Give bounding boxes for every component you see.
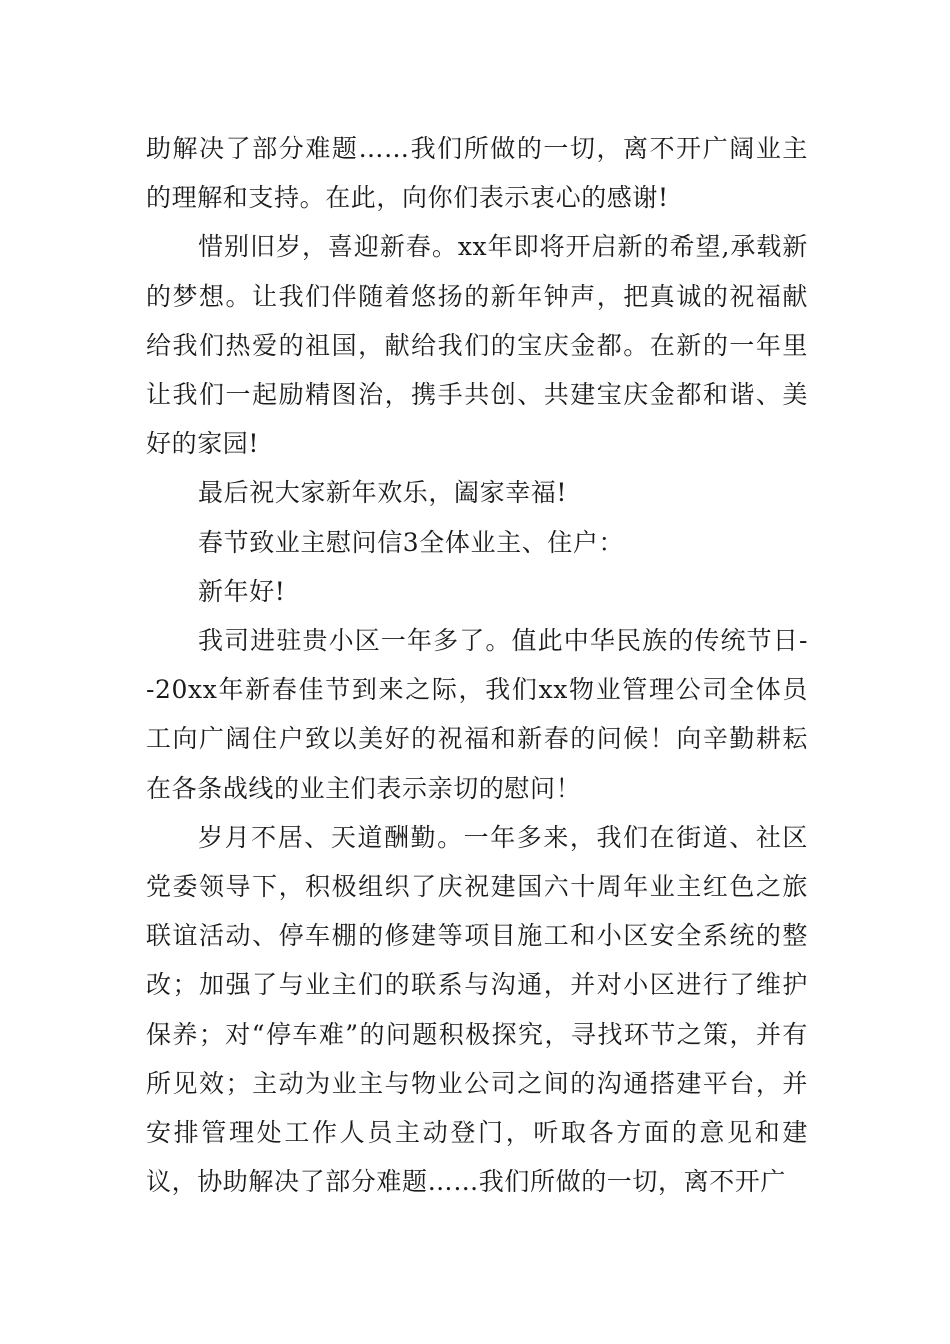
- paragraph-1: 助解决了部分难题……我们所做的一切，离不开广阔业主的理解和支持。在此，向你们表示衷心的感谢!: [146, 134, 808, 213]
- paragraph-7: 岁月不居、天道酬勤。一年多来，我们在街道、社区党委领导下，积极组织了庆祝建国六十周年业主红色之旅联谊活动、停车棚的修建等项目施工和小区安全系统的整改；加强了与业主们的联系与沟通，并对小区进行了维护保养；对“停车难”的问题积极探究，寻找环节之策，并有所见效；主动为业主与物业公司之间的沟通搭建平台，并安排管理处工作人员主动登门，听取各方面的意见和建议，协助解决了部分难题……我们所做的一切，离不开广: [146, 822, 808, 1197]
- document-body: [146, 124, 808, 1206]
- paragraph-2: 惜别旧岁，喜迎新春。xx年即将开启新的希望,承载新的梦想。让我们伴随着悠扬的新年钟声，把真诚的祝福献给我们热爱的祖国，献给我们的宝庆金都。在新的一年里让我们一起励精图治，携手共创、共建宝庆金都和谐、美好的家园!: [146, 232, 808, 459]
- paragraph-4: 春节致业主慰问信3全体业主、住户：: [198, 527, 625, 557]
- paragraph-6: 我司进驻贵小区一年多了。值此中华民族的传统节日--20xx年新春佳节到来之际，我们xx物业管理公司全体员工向广阔住户致以美好的祝福和新春的问候！向辛勤耕耘在各条战线的业主们表示亲切的慰问！: [146, 626, 808, 803]
- paragraph-3: 最后祝大家新年欢乐，阖家幸福!: [198, 478, 568, 508]
- paragraph-5: 新年好!: [198, 576, 286, 606]
